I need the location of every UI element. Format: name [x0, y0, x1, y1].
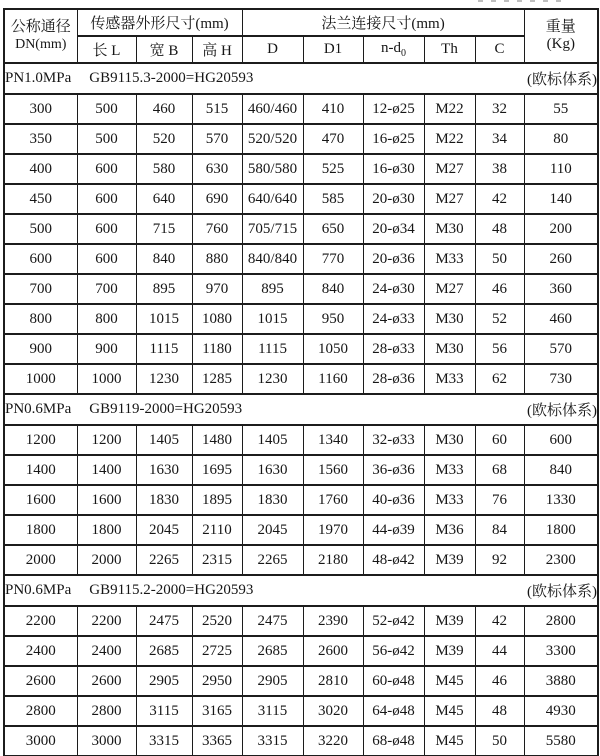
header-col-nd0	[363, 36, 424, 63]
cell-height-h: 2725	[192, 636, 242, 666]
cell-d: 1015	[242, 304, 303, 334]
cell-d: 3315	[242, 726, 303, 756]
cell-c: 42	[475, 606, 524, 636]
cell-dn: 2000	[4, 545, 77, 575]
cell-n-d0: 52-ø42	[363, 606, 424, 636]
cell-weight: 55	[524, 94, 598, 124]
data-row	[4, 334, 598, 364]
header-row-groups	[4, 9, 598, 36]
cell-d1: 650	[303, 214, 363, 244]
section-standard-label: GB9119-2000=HG20593	[89, 401, 243, 417]
cell-d: 705/715	[242, 214, 303, 244]
cell-dn: 900	[4, 334, 77, 364]
cell-weight: 570	[524, 334, 598, 364]
cell-weight: 80	[524, 124, 598, 154]
cell-n-d0: 68-ø48	[363, 726, 424, 756]
cell-n-d0: 24-ø33	[363, 304, 424, 334]
cell-d1: 1160	[303, 364, 363, 394]
header-weight	[524, 9, 598, 63]
data-row	[4, 726, 598, 756]
cell-width-b: 580	[136, 154, 192, 184]
section-standard-label: GB9115.2-2000=HG20593	[89, 582, 254, 598]
cell-dn: 1200	[4, 425, 77, 455]
cell-length-l: 500	[77, 94, 136, 124]
cell-th: M39	[424, 606, 475, 636]
cell-n-d0: 20-ø34	[363, 214, 424, 244]
cell-length-l: 1000	[77, 364, 136, 394]
cell-width-b: 1405	[136, 425, 192, 455]
cell-d1: 3220	[303, 726, 363, 756]
header-col-th: Th	[424, 36, 475, 63]
cell-n-d0: 20-ø30	[363, 184, 424, 214]
cell-d1: 410	[303, 94, 363, 124]
cell-weight: 2800	[524, 606, 598, 636]
section-header-content	[5, 580, 597, 601]
cell-height-h: 570	[192, 124, 242, 154]
cell-c: 48	[475, 696, 524, 726]
cell-th: M27	[424, 184, 475, 214]
cell-width-b: 715	[136, 214, 192, 244]
section-system-label: (欧标体系)	[527, 72, 598, 88]
cell-weight: 460	[524, 304, 598, 334]
cell-height-h: 1285	[192, 364, 242, 394]
cell-weight: 360	[524, 274, 598, 304]
cell-weight: 1330	[524, 485, 598, 515]
cell-d1: 1760	[303, 485, 363, 515]
cell-n-d0: 20-ø36	[363, 244, 424, 274]
cell-d1: 1340	[303, 425, 363, 455]
cell-c: 44	[475, 636, 524, 666]
section-header-row	[4, 63, 598, 94]
table-body	[4, 63, 598, 756]
cell-d: 1830	[242, 485, 303, 515]
cell-dn: 400	[4, 154, 77, 184]
cell-n-d0: 32-ø33	[363, 425, 424, 455]
cell-height-h: 3165	[192, 696, 242, 726]
cell-th: M33	[424, 455, 475, 485]
cell-c: 38	[475, 154, 524, 184]
cell-d1: 1050	[303, 334, 363, 364]
section-header-content	[5, 68, 597, 89]
section-pressure-label: PN0.6MPa	[5, 401, 72, 417]
cell-width-b: 1630	[136, 455, 192, 485]
header-col-d: D	[242, 36, 303, 63]
cell-d: 1230	[242, 364, 303, 394]
cell-height-h: 1895	[192, 485, 242, 515]
cell-length-l: 2000	[77, 545, 136, 575]
cell-height-h: 1695	[192, 455, 242, 485]
section-standard-label: GB9115.3-2000=HG20593	[89, 70, 254, 86]
cell-length-l: 3000	[77, 726, 136, 756]
cell-n-d0: 64-ø48	[363, 696, 424, 726]
cell-length-l: 1200	[77, 425, 136, 455]
cell-th: M39	[424, 545, 475, 575]
cell-d: 1405	[242, 425, 303, 455]
cell-length-l: 2800	[77, 696, 136, 726]
cell-height-h: 630	[192, 154, 242, 184]
cell-c: 60	[475, 425, 524, 455]
cell-weight: 600	[524, 425, 598, 455]
cell-width-b: 1230	[136, 364, 192, 394]
cell-th: M45	[424, 666, 475, 696]
cell-d: 3115	[242, 696, 303, 726]
cell-th: M45	[424, 726, 475, 756]
cell-d1: 950	[303, 304, 363, 334]
cell-width-b: 3115	[136, 696, 192, 726]
cell-height-h: 1180	[192, 334, 242, 364]
cell-th: M22	[424, 94, 475, 124]
cell-n-d0: 16-ø30	[363, 154, 424, 184]
cell-length-l: 600	[77, 214, 136, 244]
cell-c: 48	[475, 214, 524, 244]
cell-c: 52	[475, 304, 524, 334]
cell-d1: 840	[303, 274, 363, 304]
cell-length-l: 500	[77, 124, 136, 154]
cell-n-d0: 60-ø48	[363, 666, 424, 696]
cell-dn: 300	[4, 94, 77, 124]
cell-dn: 2800	[4, 696, 77, 726]
header-group-flange-dimensions: 法兰连接尺寸(mm)	[242, 9, 524, 36]
header-weight-zh: 重量	[545, 18, 576, 35]
cell-n-d0: 56-ø42	[363, 636, 424, 666]
cell-length-l: 900	[77, 334, 136, 364]
data-row	[4, 606, 598, 636]
cell-c: 62	[475, 364, 524, 394]
cell-width-b: 2905	[136, 666, 192, 696]
cell-n-d0: 36-ø36	[363, 455, 424, 485]
cell-weight: 110	[524, 154, 598, 184]
header-col-nd0-base: n-d	[381, 40, 402, 56]
cell-length-l: 700	[77, 274, 136, 304]
cell-weight: 2300	[524, 545, 598, 575]
section-header-cell	[4, 575, 598, 606]
section-system-label: (欧标体系)	[527, 403, 598, 419]
cell-width-b: 1115	[136, 334, 192, 364]
cell-width-b: 2475	[136, 606, 192, 636]
cell-dn: 450	[4, 184, 77, 214]
cell-n-d0: 16-ø25	[363, 124, 424, 154]
cell-c: 50	[475, 726, 524, 756]
cell-d: 640/640	[242, 184, 303, 214]
cell-d: 2265	[242, 545, 303, 575]
cell-d1: 2810	[303, 666, 363, 696]
cell-height-h: 2520	[192, 606, 242, 636]
cell-c: 68	[475, 455, 524, 485]
data-row	[4, 545, 598, 575]
cell-d: 580/580	[242, 154, 303, 184]
cell-d1: 1970	[303, 515, 363, 545]
cell-c: 42	[475, 184, 524, 214]
cell-n-d0: 12-ø25	[363, 94, 424, 124]
cell-height-h: 2950	[192, 666, 242, 696]
cell-weight: 730	[524, 364, 598, 394]
cell-width-b: 640	[136, 184, 192, 214]
cell-height-h: 3365	[192, 726, 242, 756]
cell-n-d0: 28-ø36	[363, 364, 424, 394]
cell-d: 1630	[242, 455, 303, 485]
header-col-length: 长 L	[77, 36, 136, 63]
cell-n-d0: 24-ø30	[363, 274, 424, 304]
cell-th: M30	[424, 334, 475, 364]
cell-weight: 260	[524, 244, 598, 274]
cell-d: 2475	[242, 606, 303, 636]
cell-height-h: 1080	[192, 304, 242, 334]
cell-n-d0: 48-ø42	[363, 545, 424, 575]
cell-dn: 1000	[4, 364, 77, 394]
cell-d: 460/460	[242, 94, 303, 124]
cell-length-l: 1600	[77, 485, 136, 515]
cell-d: 1115	[242, 334, 303, 364]
data-row	[4, 244, 598, 274]
section-pressure-label: PN0.6MPa	[5, 582, 72, 598]
cell-th: M30	[424, 425, 475, 455]
cell-weight: 200	[524, 214, 598, 244]
data-row	[4, 364, 598, 394]
data-row	[4, 425, 598, 455]
cell-th: M36	[424, 515, 475, 545]
header-group-sensor-dimensions: 传感器外形尺寸(mm)	[77, 9, 242, 36]
cell-dn: 350	[4, 124, 77, 154]
cell-weight: 140	[524, 184, 598, 214]
cell-th: M30	[424, 214, 475, 244]
cell-dn: 1400	[4, 455, 77, 485]
cell-c: 84	[475, 515, 524, 545]
cell-th: M27	[424, 154, 475, 184]
cell-n-d0: 28-ø33	[363, 334, 424, 364]
table-header	[4, 9, 598, 63]
data-row	[4, 304, 598, 334]
cell-height-h: 690	[192, 184, 242, 214]
cell-c: 50	[475, 244, 524, 274]
cell-length-l: 600	[77, 244, 136, 274]
cell-weight: 5580	[524, 726, 598, 756]
cell-c: 46	[475, 274, 524, 304]
cell-d1: 3020	[303, 696, 363, 726]
cell-width-b: 1015	[136, 304, 192, 334]
cell-d1: 525	[303, 154, 363, 184]
cell-d: 840/840	[242, 244, 303, 274]
header-col-width: 宽 B	[136, 36, 192, 63]
cell-th: M39	[424, 636, 475, 666]
cell-th: M33	[424, 364, 475, 394]
cell-d1: 770	[303, 244, 363, 274]
data-row	[4, 154, 598, 184]
section-system-label: (欧标体系)	[527, 584, 598, 600]
cell-width-b: 2045	[136, 515, 192, 545]
cell-dn: 2200	[4, 606, 77, 636]
cell-width-b: 1830	[136, 485, 192, 515]
cell-width-b: 2685	[136, 636, 192, 666]
data-row	[4, 274, 598, 304]
cell-dn: 1800	[4, 515, 77, 545]
header-weight-unit: (Kg)	[546, 36, 575, 52]
header-nominal-diameter-zh: 公称通径	[10, 19, 71, 36]
data-row	[4, 214, 598, 244]
data-row	[4, 666, 598, 696]
header-col-nd0-subscript: 0	[401, 48, 407, 59]
header-col-d1: D1	[303, 36, 363, 63]
cell-height-h: 2110	[192, 515, 242, 545]
cell-d: 520/520	[242, 124, 303, 154]
cell-d1: 585	[303, 184, 363, 214]
header-col-c: C	[475, 36, 524, 63]
cell-height-h: 2315	[192, 545, 242, 575]
data-row	[4, 485, 598, 515]
cell-d1: 2180	[303, 545, 363, 575]
cell-height-h: 760	[192, 214, 242, 244]
cell-length-l: 800	[77, 304, 136, 334]
data-row	[4, 636, 598, 666]
cell-length-l: 2600	[77, 666, 136, 696]
header-nominal-diameter	[4, 9, 77, 63]
cell-c: 56	[475, 334, 524, 364]
cell-dn: 2400	[4, 636, 77, 666]
cell-d: 895	[242, 274, 303, 304]
cell-length-l: 600	[77, 154, 136, 184]
cell-th: M30	[424, 304, 475, 334]
cell-th: M45	[424, 696, 475, 726]
cell-weight: 1800	[524, 515, 598, 545]
cell-d1: 2600	[303, 636, 363, 666]
cell-width-b: 895	[136, 274, 192, 304]
section-header-row	[4, 575, 598, 606]
data-row	[4, 455, 598, 485]
cell-width-b: 3315	[136, 726, 192, 756]
cell-dn: 1600	[4, 485, 77, 515]
data-row	[4, 94, 598, 124]
cell-length-l: 600	[77, 184, 136, 214]
section-header-cell	[4, 63, 598, 94]
cell-length-l: 1800	[77, 515, 136, 545]
cell-height-h: 515	[192, 94, 242, 124]
cell-length-l: 1400	[77, 455, 136, 485]
dimension-spec-table	[3, 8, 599, 756]
cell-th: M33	[424, 244, 475, 274]
cell-d: 2685	[242, 636, 303, 666]
section-header-cell	[4, 394, 598, 425]
cell-c: 34	[475, 124, 524, 154]
cell-length-l: 2200	[77, 606, 136, 636]
header-nominal-diameter-en: DN(mm)	[15, 36, 67, 52]
cell-d1: 2390	[303, 606, 363, 636]
cell-width-b: 520	[136, 124, 192, 154]
cell-dn: 800	[4, 304, 77, 334]
cell-d1: 1560	[303, 455, 363, 485]
section-header-row	[4, 394, 598, 425]
cell-weight: 3880	[524, 666, 598, 696]
cell-length-l: 2400	[77, 636, 136, 666]
cell-th: M22	[424, 124, 475, 154]
cell-height-h: 880	[192, 244, 242, 274]
cell-d: 2045	[242, 515, 303, 545]
data-row	[4, 124, 598, 154]
cell-dn: 2600	[4, 666, 77, 696]
header-col-height: 高 H	[192, 36, 242, 63]
cell-dn: 600	[4, 244, 77, 274]
cell-c: 92	[475, 545, 524, 575]
cell-c: 46	[475, 666, 524, 696]
cell-weight: 840	[524, 455, 598, 485]
cell-height-h: 970	[192, 274, 242, 304]
data-row	[4, 515, 598, 545]
header-row-columns	[4, 36, 598, 63]
cell-dn: 3000	[4, 726, 77, 756]
cell-dn: 700	[4, 274, 77, 304]
cell-weight: 3300	[524, 636, 598, 666]
data-row	[4, 184, 598, 214]
cell-n-d0: 40-ø36	[363, 485, 424, 515]
cell-d1: 470	[303, 124, 363, 154]
cell-th: M33	[424, 485, 475, 515]
data-row	[4, 696, 598, 726]
section-header-content	[5, 399, 597, 420]
cell-width-b: 460	[136, 94, 192, 124]
cell-c: 76	[475, 485, 524, 515]
cell-d: 2905	[242, 666, 303, 696]
cropped-text-artifact	[478, 0, 566, 2]
cell-height-h: 1480	[192, 425, 242, 455]
cell-c: 32	[475, 94, 524, 124]
section-pressure-label: PN1.0MPa	[5, 70, 72, 86]
cell-weight: 4930	[524, 696, 598, 726]
cell-th: M27	[424, 274, 475, 304]
cell-width-b: 2265	[136, 545, 192, 575]
cell-width-b: 840	[136, 244, 192, 274]
cell-n-d0: 44-ø39	[363, 515, 424, 545]
cell-dn: 500	[4, 214, 77, 244]
